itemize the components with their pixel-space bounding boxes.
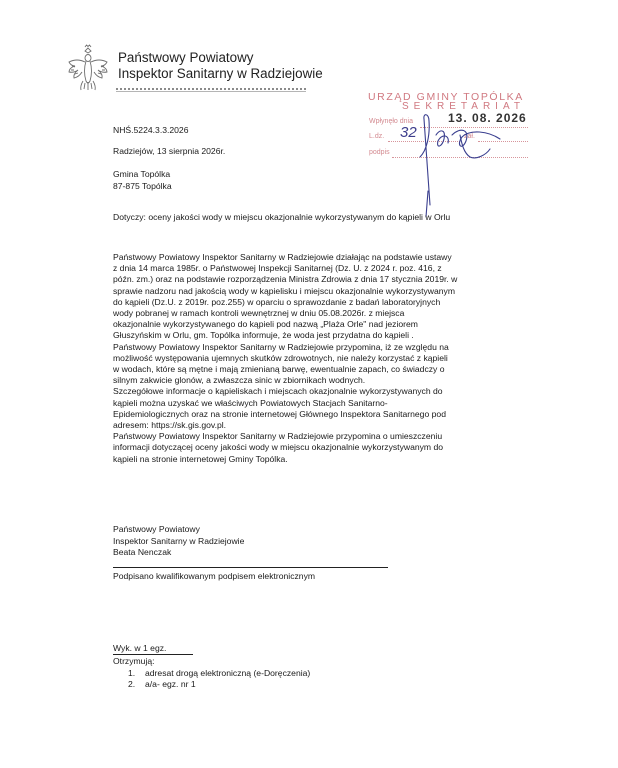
signatory-title-line2: Inspektor Sanitarny w Radziejowie <box>113 536 245 546</box>
stamp-received-date: 13. 08. 2026 <box>448 111 527 125</box>
body-line: w wodach, które są mętne i mają zmienianą barwę, ewentualnie zapach, co świadczy o <box>113 364 445 375</box>
recipient-text: a/a- egz. nr 1 <box>145 679 196 690</box>
stamp-number-value: 32 <box>400 124 417 141</box>
header-rule <box>116 88 306 90</box>
recipients-list <box>128 668 310 690</box>
eagle-emblem-icon <box>66 44 110 94</box>
body-line: informacji dotyczącej oceny jakości wody w miejscu okazjonalnie wykorzystywanym do <box>113 442 444 453</box>
place-date: Radziejów, 13 sierpnia 2026r. <box>113 146 226 156</box>
stamp-title: URZĄD GMINY TOPÓLKA <box>368 91 524 103</box>
recipient-line1: Gmina Topólka <box>113 169 171 179</box>
reference-number: NHŚ.5224.3.3.2026 <box>113 125 189 135</box>
letter-body <box>113 252 457 465</box>
body-line: silnym zakwicie glonów, a zwłaszcza sinic w zbiornikach wodnych. <box>113 375 366 386</box>
stamp-subtitle: SEKRETARIAT <box>402 101 525 112</box>
recipient-number: 2. <box>128 679 136 690</box>
body-line: Państwowy Powiatowy Inspektor Sanitarny w Radziejowie działając na podstawie ustawy <box>113 252 452 262</box>
recipient-item <box>128 668 310 679</box>
body-line: do kąpieli (Dz.U. z 2019r. poz.255) w oparciu o sprawozdanie z badań laboratoryjnych <box>113 296 441 307</box>
body-line: sprawie nadzoru nad jakością wody w kąpielisku i miejscu okazjonalnie wykorzystywanym <box>113 285 455 296</box>
institution-name <box>118 50 323 82</box>
stamp-attachments-label: zał. <box>464 133 475 140</box>
stamp-number-label: L.dz. <box>369 133 385 140</box>
recipient-line2: 87-875 Topólka <box>113 181 172 191</box>
body-line: adresem: https://sk.gis.gov.pl. <box>113 420 227 431</box>
body-line: Szczegółowe informacje o kąpieliskach i miejscach okazjonalnie wykorzystywanych do <box>113 386 443 397</box>
stamp-signature-label: podpis <box>369 149 390 156</box>
recipients-heading: Otrzymują: <box>113 656 155 666</box>
signatory-title-line1: Państwowy Powiatowy <box>113 524 200 534</box>
body-line: możliwość występowania ujemnych skutków zdrowotnych, nie należy korzystać z kąpieli <box>113 352 448 363</box>
recipient-number: 1. <box>128 668 136 678</box>
body-line: okazjonalnie wykorzystywanego do kąpieli pod nazwą „Plaża Orle" nad jeziorem <box>113 319 418 330</box>
recipient-item <box>128 679 310 690</box>
body-line: Państwowy Powiatowy Inspektor Sanitarny w Radziejowie przypomina o umieszczeniu <box>113 431 443 442</box>
body-line: Głuszyńskim w Orlu, gm. Topólka informuje, że woda jest przydatna do kąpieli . <box>113 330 414 341</box>
body-line: Państwowy Powiatowy Inspektor Sanitarny w Radziejowie przypomina, iż ze względu na <box>113 341 449 352</box>
header-rule-thin <box>116 91 306 92</box>
institution-name-line1: Państwowy Powiatowy <box>118 50 254 65</box>
subject-line: Dotyczy: oceny jakości wody w miejscu okazjonalnie wykorzystywanym do kąpieli w Orlu <box>113 212 451 222</box>
body-line: wody pobranej w ramach kontroli wewnętrznej w dniu 05.08.2026r. z miejsca <box>113 308 405 319</box>
institution-name-line2: Inspektor Sanitarny w Radziejowie <box>118 66 323 81</box>
copies-note: Wyk. w 1 egz. <box>113 643 167 653</box>
copies-rule <box>113 654 193 655</box>
signatory-name: Beata Nenczak <box>113 547 172 557</box>
signature-rule <box>113 567 388 568</box>
body-line: kąpieli można uzyskać we właściwych Powiatowych Stacjach Sanitarno- <box>113 397 388 408</box>
body-line: z dnia 14 marca 1985r. o Państwowej Inspekcji Sanitarnej (Dz. U. z 2024 r. poz. 416, z <box>113 263 442 274</box>
body-line: kąpieli na stronie internetowej Gminy Topólka. <box>113 453 288 464</box>
body-line: Epidemiologicznych oraz na stronie internetowej Głównego Inspektora Sanitarnego pod <box>113 408 446 419</box>
body-line: późn. zm.) oraz na podstawie rozporządzenia Ministra Zdrowia z dnia 17 stycznia 2019r. w <box>113 274 458 285</box>
handwritten-signature-icon <box>400 105 510 225</box>
recipient-text: adresat drogą elektroniczną (e-Doręczenia) <box>145 668 311 678</box>
electronic-signature-note: Podpisano kwalifikowanym podpisem elektronicznym <box>113 571 316 581</box>
stamp-received-label: Wpłynęło dnia <box>369 118 413 125</box>
